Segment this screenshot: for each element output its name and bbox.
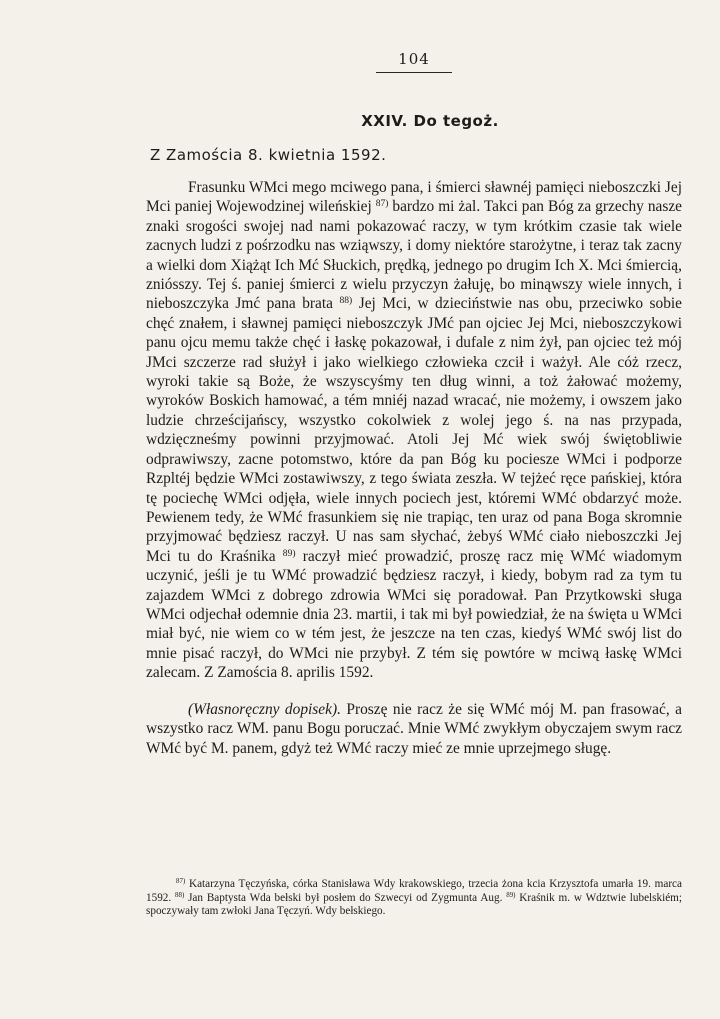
footnote-text-89: Kraśnik m. w Wdztwie lubelskiém; spoczywały tam zwłoki Jana Tęczyń. Wdy bełskiego. bbox=[146, 891, 682, 918]
page-number: 104 bbox=[376, 50, 452, 73]
body-segment: Frasunku WMci mego mciwego pana, i śmierci sławnéj pamięci nieboszczki Jej Mci paniej Wojewodzinej wileńskiej bbox=[146, 179, 682, 216]
footnote-mark-88: 88) bbox=[175, 890, 185, 899]
footnotes bbox=[146, 878, 682, 919]
postscript bbox=[146, 700, 682, 758]
body-segment: raczył mieć prowadzić, proszę racz mię WMć wiadomym uczynić, jeśli je tu WMć prowadzić będziesz raczył, i kiedy, bobym rad za tym tu zajazdem WMci z dobrego zdrowia WMci się poradował. Pan Przytkowski sługa WMci odjechał odemnie dnia 23. martii, i tak mi był powiedział, że na święta u WMci miał być, nie wiem co w tém jest, że jeszcze na ten czas, kiedyś WMć swój list do mnie pisać raczył, do WMci nie przybył. Z tém się powtóre w mciwą łaskę WMci zalecam. Z Zamościa 8. aprilis 1592. bbox=[146, 547, 682, 682]
footnote-text-87: Katarzyna Tęczyńska, córka Stanisława Wdy krakowskiego, trzecia żona kcia Krzysztofa umarła 19. marca 1592. bbox=[146, 878, 682, 904]
footnote-mark-89: 89) bbox=[506, 890, 516, 899]
body-segment: bardzo mi żal. Takci pan Bóg za grzechy nasze znaki srogości swojej nad nami pokazować raczy, w tym krótkim czasie tak wiele zacnych ludzi z pośrzodku nas wziąwszy, i domy niektóre starożytne, i teraz tak zacny a wielki dom Xiążąt Ich Mć Słuckich, prędką, jednego po drugim Ich X. Mci śmiercią, zniósszy. Tej ś. paniej śmierci z wielu przyczyn żałuję, bo minąwszy wiele innych, i nieboszczyka Jmć pana brata bbox=[146, 198, 683, 313]
postscript-label: (Własnoręczny dopisek). bbox=[188, 701, 341, 718]
footnote-ref-89[interactable]: 89) bbox=[282, 547, 296, 559]
letter-dateline: Z Zamościa 8. kwietnia 1592. bbox=[150, 146, 387, 164]
footnote-ref-88[interactable]: 88) bbox=[339, 295, 353, 307]
footnote-ref-87[interactable]: 87) bbox=[375, 198, 389, 210]
letter-body bbox=[146, 178, 682, 683]
footnote-text-88: Jan Baptysta Wda bełski był posłem do Szwecyi od Zygmunta Aug. bbox=[184, 891, 507, 904]
body-segment: Jej Mci, w dzieciństwie nas obu, przeciwko sobie chęć znałem, i sławnej pamięci nieboszczyk JMć pan ojciec Jej Mci, nieboszczykowi panu ojcu memu także chęć i łaskę pokazował, i dufale z nim żył, pan ojciec też mój JMci szczerze rad służył i jako wielkiego człowieka czcił i ważył. Ale cóż rzecz, wyroki takie są Boże, że wszyscyśmy ten dług winni, a toż żałować możemy, wyroków Boskich hamować, a tém mniéj nazad wracać, nie możemy, i owszem jako ludzie chrześcijańscy, wszystko cokolwiek z wolej jego ś. na nas przypada, wdzięczneśmy powinni przyjmować. Atoli Jej Mć wiek swój świętobliwie odprawiwszy, zacne potomstwo, które da pan Bóg ku pociesze WMci i podporze Rzpltéj będzie WMci zostawiwszy, z tego świata zeszła. W tejżeć ręce pańskiej, która tę pociechę WMci odjęła, wiele innych pociech jest, któremi WMć obdarzyć może. Pewienem tedy, że WMć frasunkiem się nie trapiąc, ten uraz od pana Boga skromnie przyjmować będziesz raczył. U nas sam słychać, żebyś WMć ciało nieboszczki Jej Mci tu do Kraśnika bbox=[146, 295, 682, 565]
postscript-text: Proszę nie racz że się WMć mój M. pan frasować, a wszystko racz WM. panu Bogu poruczać. Mnie WMć zwykłym obyczajem swym racz WMć być M. panem, gdyż też WMć raczy mieć ze mnie uprzejmego sługę. bbox=[146, 701, 682, 757]
letter-title: XXIV. Do tegoż. bbox=[361, 112, 499, 130]
footnote-mark-87: 87) bbox=[176, 877, 186, 886]
